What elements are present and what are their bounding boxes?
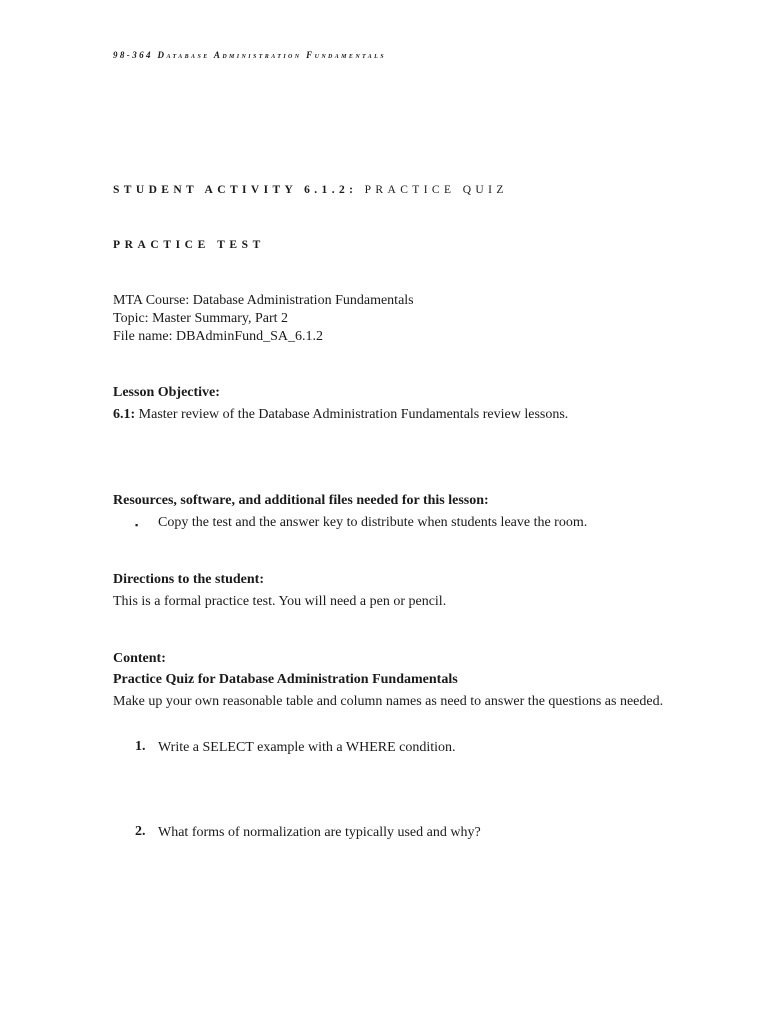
activity-name: PRACTICE QUIZ [364,184,508,196]
directions-text: This is a formal practice test. You will need a pen or pencil. [113,594,447,609]
objective-number: 6.1: [113,407,136,422]
bullet-marker: ▪ [135,520,139,530]
section-title: PRACTICE TEST [113,239,265,251]
resources-heading: Resources, software, and additional files needed for this lesson: [113,493,489,508]
content-heading: Content: [113,651,166,666]
running-header: 98-364 Database Administration Fundamentals [113,50,386,60]
question-text: Write a SELECT example with a WHERE condition. [158,740,456,755]
directions-heading: Directions to the student: [113,572,265,587]
quiz-title: Practice Quiz for Database Administration Fundamentals [113,672,458,687]
objective-line [113,406,568,424]
file-name-line: File name: DBAdminFund_SA_6.1.2 [113,329,324,344]
activity-title [113,184,508,196]
resource-item: Copy the test and the answer key to distribute when students leave the room. [158,515,588,530]
question-number: 1. [135,739,146,754]
course-line: MTA Course: Database Administration Fundamentals [113,293,414,308]
question-number: 2. [135,824,146,839]
objective-text: Master review of the Database Administration Fundamentals review lessons. [135,407,569,422]
question-text: What forms of normalization are typically used and why? [158,825,481,840]
quiz-intro: Make up your own reasonable table and column names as need to answer the questions as needed. [113,694,664,709]
activity-label: STUDENT ACTIVITY 6.1.2: [113,184,358,196]
objective-heading: Lesson Objective: [113,385,220,400]
topic-line: Topic: Master Summary, Part 2 [113,311,289,326]
